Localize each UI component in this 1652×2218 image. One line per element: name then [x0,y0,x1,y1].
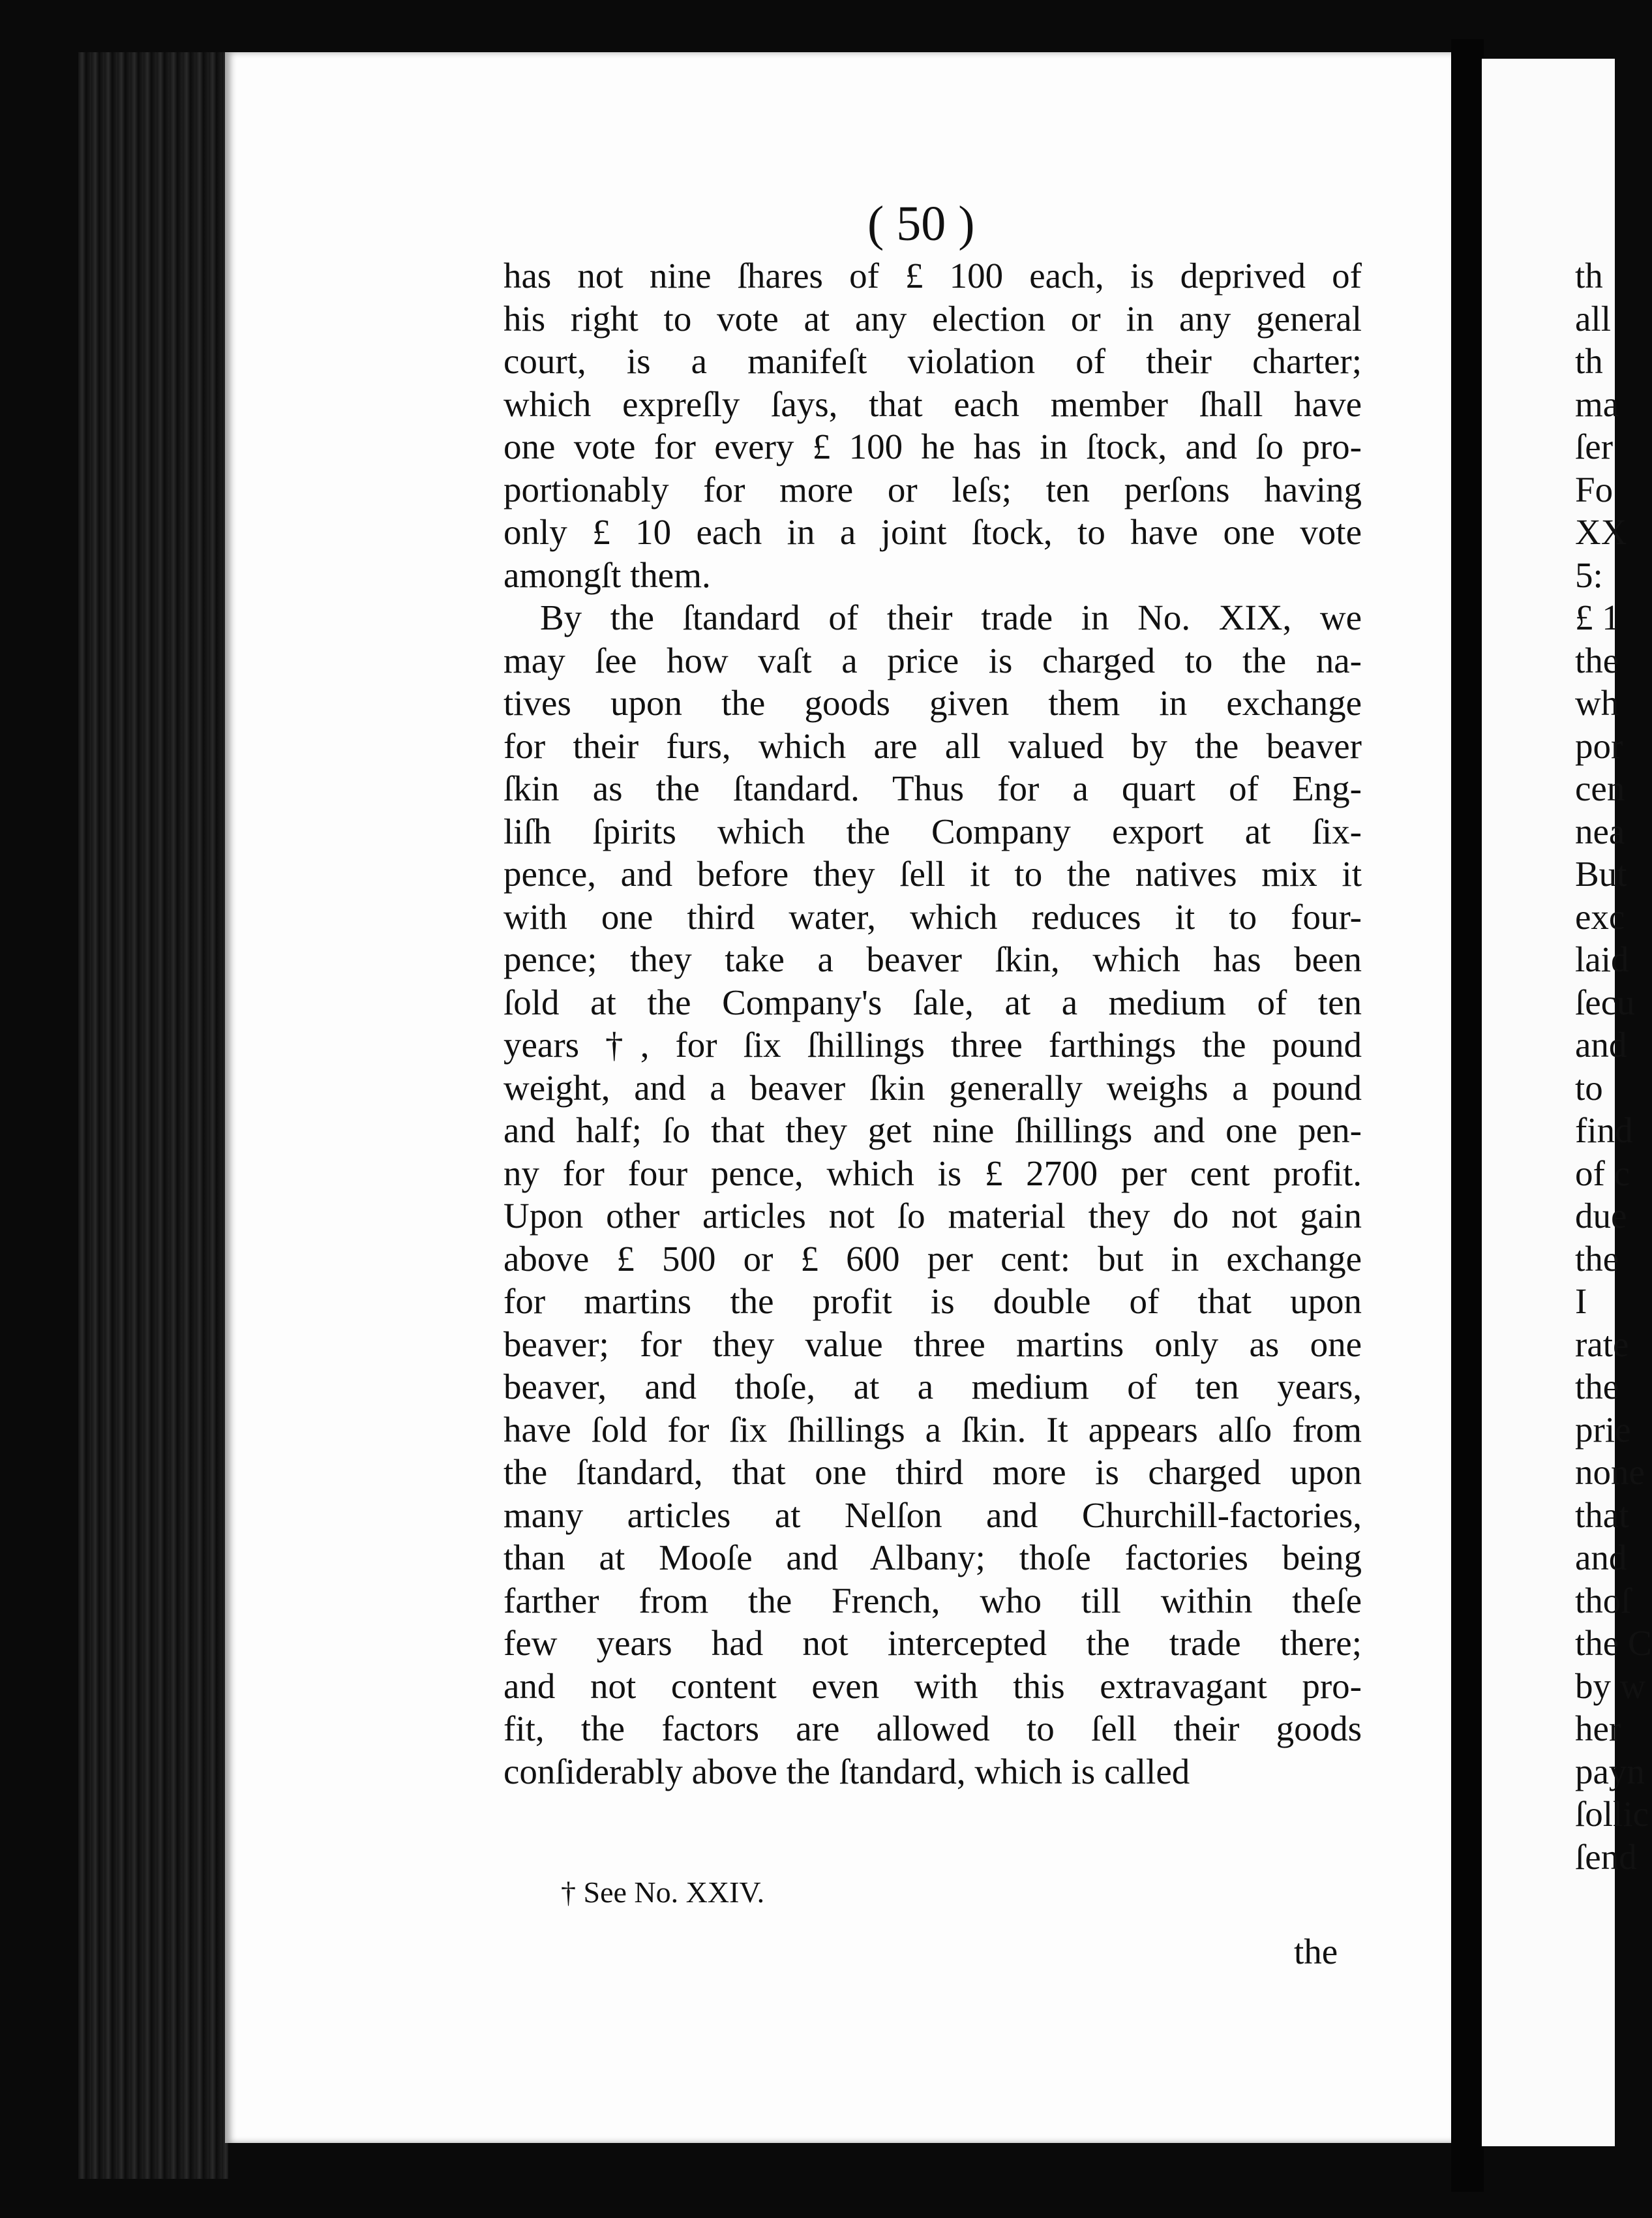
facing-text-fragment: prie [1575,1409,1631,1450]
facing-text-fragment: laid [1575,939,1629,979]
facing-text-fragment: ſend [1575,1836,1637,1877]
facing-text-fragment: XX [1575,512,1627,552]
text-line: with one third water, which reduces it to four- [503,896,1362,937]
facing-text-fragment: of c [1575,1153,1630,1193]
facing-text-fragment: nea [1575,811,1625,851]
facing-text-fragment: I [1575,1281,1587,1321]
facing-text-fragment: to [1575,1067,1603,1108]
facing-text-fragment: due [1575,1196,1627,1236]
facing-text-fragment: por [1575,725,1623,766]
text-line: ny for four pence, which is £ 2700 per cent profit. [503,1153,1362,1193]
text-line: liſh ſpirits which the Company export at ſix- [503,811,1362,851]
text-line: amongſt them. [503,554,711,595]
text-line: beaver, and thoſe, at a medium of ten years, [503,1367,1362,1406]
facing-text-fragment: the [1575,640,1619,680]
body-text [503,254,1362,1793]
text-line: pence, and before they ſell it to the natives mix it [503,854,1362,894]
facing-text-fragment: rate [1575,1324,1629,1364]
book-gutter [1451,39,1484,2192]
facing-text-fragment: the [1575,1238,1619,1279]
facing-text-fragment: thoſ [1575,1580,1631,1620]
facing-text-fragment: wh [1575,683,1619,723]
facing-text-fragment: cen [1575,768,1625,808]
catchword: the [1294,1932,1338,1971]
text-line: many articles at Nelſon and Churchill-factories, [503,1495,1362,1535]
facing-text-fragment: by w [1575,1665,1646,1706]
text-line: years †, for ſix ſhillings three farthings the pound [503,1025,1362,1065]
facing-text-fragment: th [1575,256,1603,296]
text-line: the ſtandard, that one third more is charged upon [503,1452,1362,1492]
facing-page-text [1575,254,1652,1878]
facing-text-fragment: Fo [1575,469,1614,509]
text-line: his right to vote at any election or in any general [503,298,1362,339]
text-line: court, is a manifeſt violation of their charter; [503,341,1362,381]
book-spine-edge [78,52,228,2179]
text-line: farther from the French, who till within theſe [503,1580,1362,1620]
text-line: By the ſtandard of their trade in No. XIX, we [540,598,1362,637]
page-number: ( 50 ) [867,196,975,251]
facing-text-fragment: 5: [1575,554,1603,595]
text-line: and half; ſo that they get nine ſhillings and one pen- [503,1110,1362,1150]
text-line: beaver; for they value three martins only as one [503,1324,1362,1364]
facing-text-fragment: ma [1575,384,1619,424]
text-line: few years had not intercepted the trade there; [503,1623,1362,1663]
facing-text-fragment: none [1575,1452,1645,1492]
facing-text-fragment: th [1575,341,1603,381]
text-line: and not content even with this extravagant pro- [503,1665,1362,1706]
facing-text-fragment: and [1575,1025,1627,1065]
text-line: which expreſly ſays, that each member ſhall have [503,384,1362,424]
text-line: have ſold for ſix ſhillings a ſkin. It appears alſo from [503,1409,1362,1450]
text-line: than at Mooſe and Albany; thoſe factories being [503,1538,1362,1577]
text-line: ſold at the Company's ſale, at a medium of ten [503,982,1362,1022]
text-line: above £ 500 or £ 600 per cent: but in exchange [503,1238,1362,1279]
text-line: tives upon the goods given them in exchange [503,683,1362,723]
text-line: has not nine ſhares of £ 100 each, is deprived of [503,256,1362,296]
text-line: only £ 10 each in a joint ſtock, to have one vote [503,512,1362,552]
text-line: conſiderably above the ſtandard, which is called [503,1751,1190,1791]
facing-text-fragment: payn [1575,1751,1645,1791]
text-line: Upon other articles not ſo material they do not gain [503,1196,1362,1236]
facing-text-fragment: exc [1575,896,1625,937]
text-line: pence; they take a beaver ſkin, which has been [503,939,1362,979]
facing-text-fragment: that [1575,1495,1629,1535]
footnote: † See No. XXIV. [561,1876,765,1909]
text-line: portionably for more or leſs; ten perſons having [503,469,1362,509]
facing-text-fragment: £ 1 [1575,598,1620,637]
facing-text-fragment: and [1575,1538,1627,1577]
facing-text-fragment: But [1575,854,1627,894]
text-line: for martins the profit is double of that upon [503,1281,1362,1321]
text-line: one vote for every £ 100 he has in ſtock, and ſo pro- [503,427,1362,466]
text-line: fit, the factors are allowed to ſell their goods [503,1709,1362,1748]
facing-text-fragment: find [1575,1110,1633,1150]
text-line: ſkin as the ſtandard. Thus for a quart of Eng- [503,768,1362,808]
facing-text-fragment: her [1575,1709,1621,1748]
text-line: for their furs, which are all valued by the beaver [503,725,1362,766]
facing-text-fragment: the C [1575,1623,1652,1663]
text-line: weight, and a beaver ſkin generally weighs a pound [503,1067,1362,1108]
facing-text-fragment: ſollic [1575,1794,1649,1834]
facing-text-fragment: the [1575,1367,1619,1406]
facing-text-fragment: ſecu [1575,982,1635,1022]
text-line: may ſee how vaſt a price is charged to the na- [503,640,1362,680]
facing-text-fragment: ſer [1575,427,1614,466]
facing-text-fragment: all [1575,298,1611,339]
